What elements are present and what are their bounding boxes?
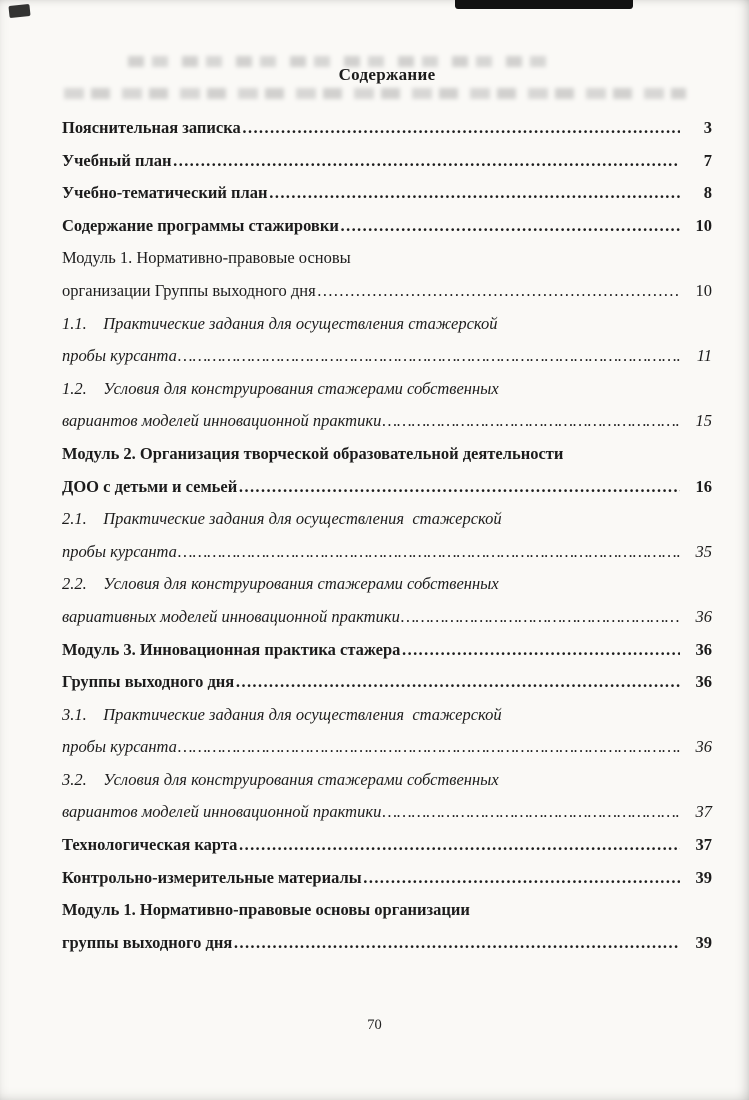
toc-entry (62, 699, 712, 732)
toc-leader-dots (232, 927, 680, 960)
toc-entry (62, 308, 712, 341)
toc-leader-dots (241, 112, 680, 145)
toc-page-number: 10 (695, 280, 712, 300)
toc-entry (62, 634, 712, 667)
toc-page-number: 37 (695, 802, 712, 822)
page-content (62, 64, 712, 959)
toc-entry (62, 177, 712, 210)
toc-page-number: 39 (695, 932, 712, 952)
toc-leader-dots (177, 340, 680, 373)
toc-entry (62, 829, 712, 862)
toc-entry-text: пробы курсанта (62, 541, 177, 561)
toc-entry (62, 601, 712, 634)
scan-artifact-top-bar (455, 0, 633, 9)
toc-page-number: 8 (703, 183, 712, 203)
toc-leader-dots (381, 796, 680, 829)
toc-entry (62, 536, 712, 569)
toc-page-number: 16 (695, 476, 712, 496)
toc-page-number: 10 (695, 215, 712, 235)
toc-entry (62, 242, 712, 275)
toc-entry-text: Учебно-тематический план (62, 183, 268, 203)
toc-entry (62, 927, 712, 960)
toc-leader-dots (234, 666, 680, 699)
toc-entry-text: Контрольно-измерительные материалы (62, 867, 362, 887)
toc-leader-dots (381, 405, 680, 438)
toc-entry (62, 568, 712, 601)
toc-list (62, 112, 712, 959)
toc-leader-dots (172, 145, 680, 178)
toc-page-number: 36 (695, 606, 712, 626)
toc-entry (62, 340, 712, 373)
toc-entry-text: Учебный план (62, 150, 172, 170)
toc-entry-text: Модуль 1. Нормативно-правовые основы организации (62, 900, 470, 920)
toc-entry-text: пробы курсанта (62, 737, 177, 757)
toc-entry-text: организации Группы выходного дня (62, 280, 316, 300)
toc-entry-text: Модуль 1. Нормативно-правовые основы (62, 248, 351, 268)
toc-entry (62, 405, 712, 438)
toc-entry (62, 731, 712, 764)
toc-entry-text: Группы выходного дня (62, 672, 235, 692)
toc-leader-dots (177, 536, 680, 569)
toc-leader-dots (316, 275, 680, 308)
toc-page-number: 36 (695, 737, 712, 757)
toc-entry (62, 438, 712, 471)
toc-entry-text: ДОО с детьми и семьей (62, 476, 238, 496)
toc-entry-text: Модуль 3. Инновационная практика стажера (62, 639, 401, 659)
toc-page-number: 36 (695, 672, 712, 692)
toc-entry (62, 373, 712, 406)
page-title: Содержание (338, 65, 436, 84)
toc-page-number: 37 (695, 835, 712, 855)
toc-entry (62, 275, 712, 308)
toc-entry-text: Технологическая карта (62, 835, 238, 855)
toc-page-number: 15 (695, 411, 712, 431)
toc-leader-dots (362, 862, 680, 895)
toc-page-number: 3 (703, 118, 712, 137)
toc-page-number: 39 (695, 867, 712, 887)
toc-entry-text: Пояснительная записка (62, 118, 241, 137)
toc-page-number: 35 (695, 541, 712, 561)
toc-entry (62, 503, 712, 536)
toc-leader-dots (237, 829, 680, 862)
toc-entry (62, 112, 712, 145)
toc-page-number: 11 (696, 346, 712, 366)
scan-artifact-corner-mark (8, 4, 30, 18)
toc-entry-text: группы выходного дня (62, 932, 233, 952)
toc-entry-text: 2.1. Практические задания для осуществления стажерской (62, 509, 502, 529)
toc-entry-text: вариативных моделей инновационной практики (62, 606, 400, 626)
toc-entry-text: вариантов моделей инновационной практики (62, 802, 382, 822)
toc-entry-text: пробы курсанта (62, 346, 177, 366)
toc-entry (62, 666, 712, 699)
toc-entry-text: 3.2. Условия для конструирования стажерами собственных (62, 769, 499, 789)
footer-page-number: 70 (367, 1017, 382, 1033)
toc-entry (62, 894, 712, 927)
toc-entry-text: 2.2. Условия для конструирования стажерами собственных (62, 574, 499, 594)
toc-leader-dots (237, 471, 680, 504)
toc-leader-dots (339, 210, 680, 243)
toc-entry-text: Содержание программы стажировки (62, 215, 339, 235)
toc-entry (62, 796, 712, 829)
toc-page-number: 7 (703, 150, 712, 170)
toc-leader-dots (400, 601, 680, 634)
toc-entry-text: вариантов моделей инновационной практики (62, 411, 382, 431)
toc-page-number: 36 (695, 639, 712, 659)
toc-entry (62, 471, 712, 504)
toc-entry-text: 1.1. Практические задания для осуществления стажерской (62, 313, 498, 333)
toc-leader-dots (400, 634, 680, 667)
toc-entry (62, 145, 712, 178)
toc-entry-text: 1.2. Условия для конструирования стажерами собственных (62, 378, 499, 398)
toc-entry-text: 3.1. Практические задания для осуществления стажерской (62, 704, 502, 724)
toc-entry (62, 764, 712, 797)
toc-entry (62, 210, 712, 243)
toc-leader-dots (177, 731, 680, 764)
toc-entry-text: Модуль 2. Организация творческой образовательной деятельности (62, 443, 564, 463)
toc-entry (62, 862, 712, 895)
toc-leader-dots (268, 177, 680, 210)
